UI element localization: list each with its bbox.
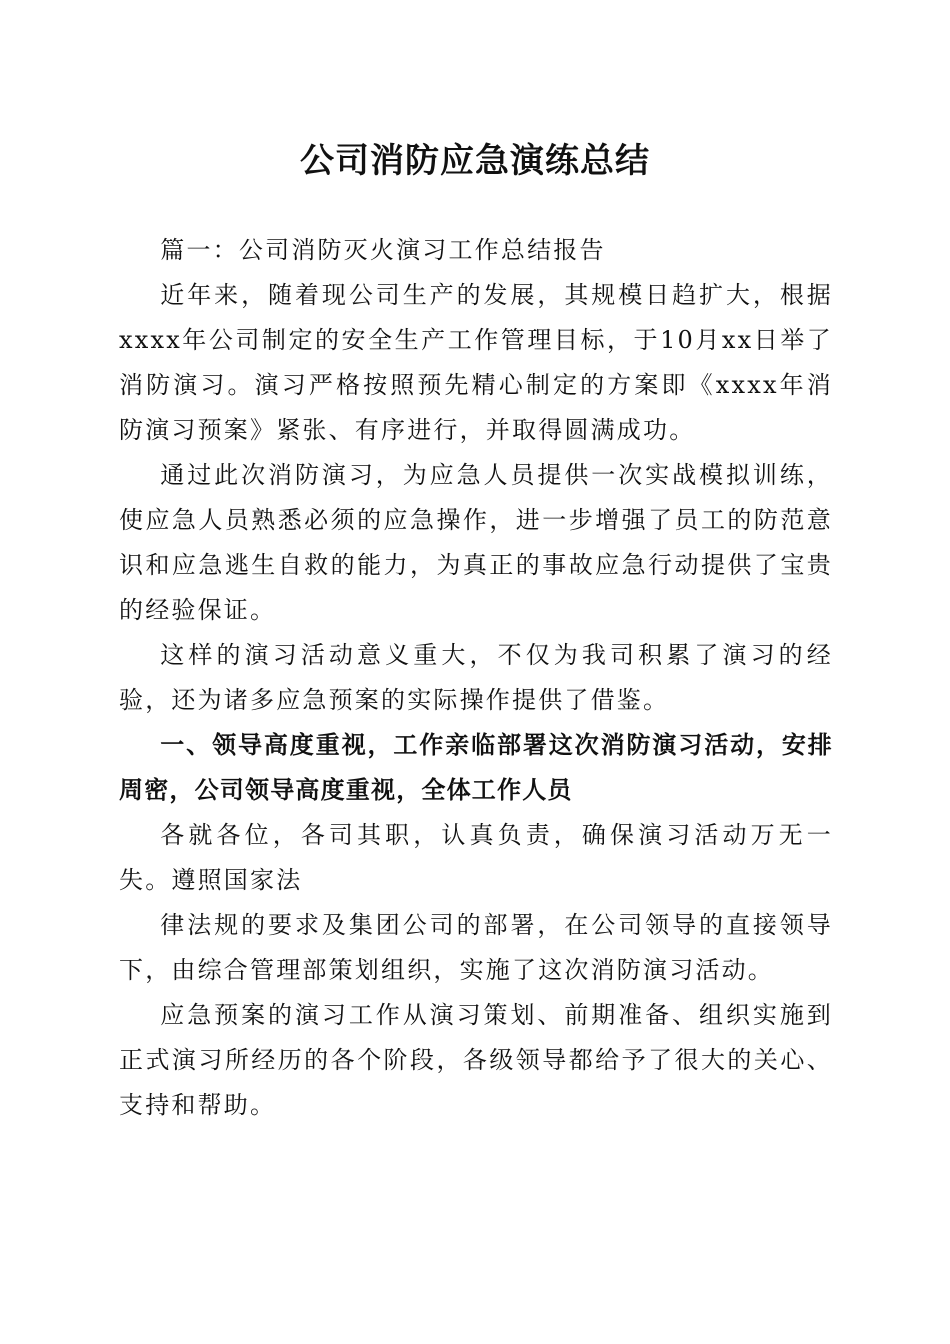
paragraph-significance: 这样的演习活动意义重大，不仅为我司积累了演习的经验，还为诸多应急预案的实际操作提供了借鉴。 bbox=[119, 641, 833, 714]
section-heading-leadership: 一、领导高度重视，工作亲临部署这次消防演习活动，安排周密，公司领导高度重视，全体工作人员 bbox=[119, 731, 833, 804]
paragraph-regulations: 律法规的要求及集团公司的部署，在公司领导的直接领导下，由综合管理部策划组织，实施了这次消防演习活动。 bbox=[119, 911, 833, 984]
paragraph-drill-purpose: 通过此次消防演习，为应急人员提供一次实战模拟训练，使应急人员熟悉必须的应急操作，进一步增强了员工的防范意识和应急逃生自救的能力，为真正的事故应急行动提供了宝贵的经验保证。 bbox=[119, 461, 833, 624]
paragraph-duties: 各就各位，各司其职，认真负责，确保演习活动万无一失。遵照国家法 bbox=[119, 821, 833, 894]
document-body bbox=[119, 228, 833, 1128]
paragraph-intro: 近年来，随着现公司生产的发展，其规模日趋扩大，根据xxxx年公司制定的安全生产工作管理目标，于10月xx日举了消防演习。演习严格按照预先精心制定的方案即《xxxx年消防演习预案》紧张、有序进行，并取得圆满成功。 bbox=[119, 281, 833, 444]
paragraph-support: 应急预案的演习工作从演习策划、前期准备、组织实施到正式演习所经历的各个阶段，各级领导都给予了很大的关心、支持和帮助。 bbox=[119, 1001, 833, 1119]
document-title: 公司消防应急演练总结 bbox=[300, 141, 650, 181]
paragraph-subtitle: 篇一：公司消防灭火演习工作总结报告 bbox=[160, 236, 606, 264]
